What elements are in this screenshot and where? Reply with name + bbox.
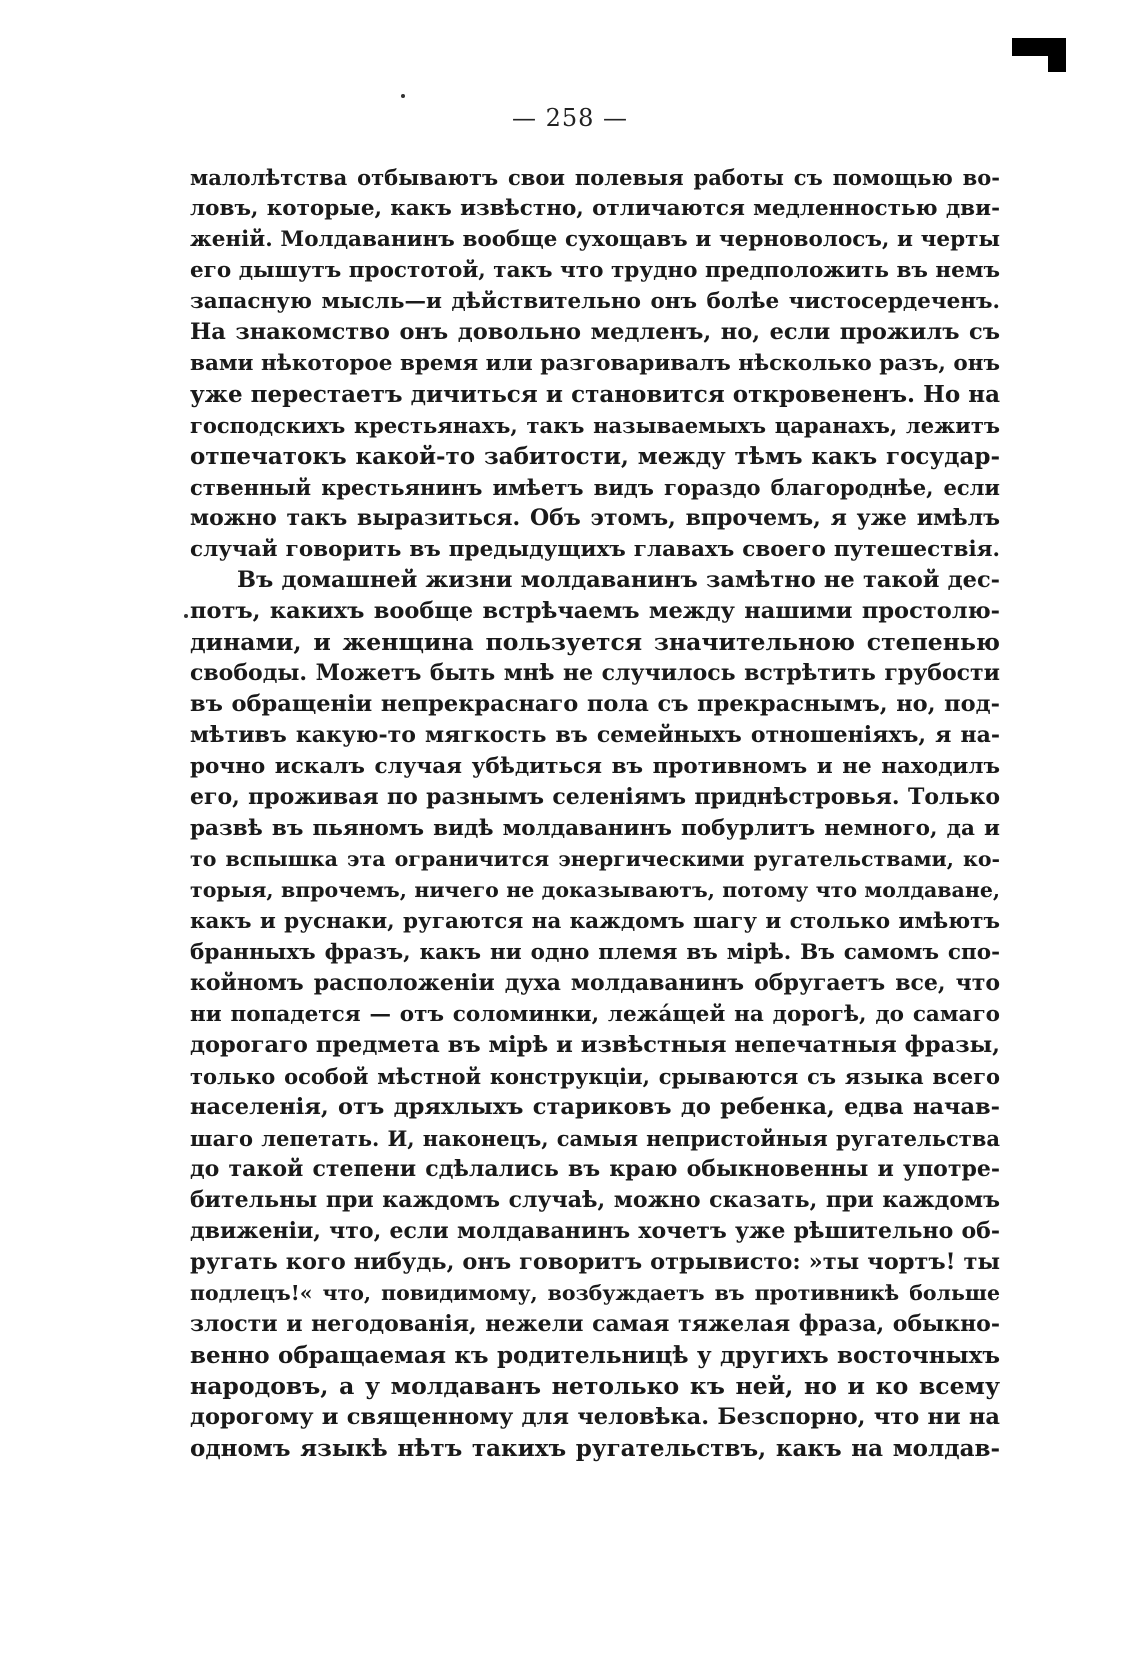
text-line: ни попадется — отъ соломинки, лежа́щей на дорогѣ, до самаго xyxy=(190,1002,1000,1027)
scan-speck xyxy=(401,94,405,98)
page-number: — 258 — xyxy=(511,104,629,132)
text-line: дорогаго предмета въ мірѣ и извѣстныя непечатныя фразы, xyxy=(190,1032,1000,1058)
text-line: шаго лепетать. И, наконецъ, самыя непристойныя ругательства xyxy=(190,1126,1000,1151)
text-line: злости и негодованія, нежели самая тяжелая фраза, обыкно- xyxy=(190,1311,1000,1337)
text-line: отпечатокъ какой-то забитости, между тѣмъ какъ государ- xyxy=(190,443,1000,470)
paragraph-first-line: Въ домашней жизни молдаванинъ замѣтно не такой дес- xyxy=(237,567,1000,593)
text-line: торыя, впрочемъ, ничего не доказываютъ, потому что молдаване, xyxy=(190,878,1000,902)
text-line: одномъ языкѣ нѣтъ такихъ ругательствъ, какъ на молдав- xyxy=(190,1435,1000,1462)
text-line: какъ и руснаки, ругаются на каждомъ шагу и столько имѣютъ xyxy=(190,909,1000,934)
text-line: въ обращеніи непрекраснаго пола съ прекраснымъ, но, под- xyxy=(190,691,1000,717)
text-line: до такой степени сдѣлались въ краю обыкновенны и употре- xyxy=(190,1156,1000,1182)
text-line: ственный крестьянинъ имѣетъ видъ гораздо благороднѣе, если xyxy=(190,475,1000,500)
text-line: уже перестаетъ дичиться и становится откровененъ. Но на xyxy=(190,381,1000,408)
text-line: женій. Молдаванинъ вообще сухощавъ и черноволосъ, и черты xyxy=(190,227,1000,252)
text-line: только особой мѣстной конструкціи, срываются съ языка всего xyxy=(190,1064,1000,1089)
text-line: можно такъ выразиться. Объ этомъ, впрочемъ, я уже имѣлъ xyxy=(190,505,1000,531)
text-line: населенія, отъ дряхлыхъ стариковъ до ребенка, едва начав- xyxy=(190,1094,1000,1120)
text-line: рочно искалъ случая убѣдиться въ противномъ и не находилъ xyxy=(190,754,1000,779)
text-line: малолѣтства отбываютъ свои полевыя работы съ помощью во- xyxy=(190,165,1000,190)
body-text xyxy=(190,162,1000,1464)
scan-edge-mark-tail xyxy=(1048,56,1066,72)
text-line: то вспышка эта ограничится энергическими ругательствами, ко- xyxy=(190,847,1000,871)
text-line: вами нѣкоторое время или разговаривалъ нѣсколько разъ, онъ xyxy=(190,351,1000,376)
scan-speck xyxy=(184,614,188,618)
text-line: случай говорить въ предыдущихъ главахъ своего путешествія. xyxy=(190,537,1000,562)
text-line: движеніи, что, если молдаванинъ хочетъ уже рѣшительно об- xyxy=(190,1218,1000,1244)
text-line: свободы. Можетъ быть мнѣ не случилось встрѣтить грубости xyxy=(190,660,1000,686)
text-line: ругать кого нибудь, онъ говоритъ отрывисто: »ты чортъ! ты xyxy=(190,1249,1000,1275)
text-line: запасную мысль—и дѣйствительно онъ болѣе чистосердеченъ. xyxy=(190,289,1000,314)
text-line: развѣ въ пьяномъ видѣ молдаванинъ побурлитъ немного, да и xyxy=(190,816,1000,841)
text-line: венно обращаемая къ родительницѣ у другихъ восточныхъ xyxy=(190,1342,1000,1369)
text-line: его, проживая по разнымъ селеніямъ приднѣстровья. Только xyxy=(190,784,1000,810)
text-line: бительны при каждомъ случаѣ, можно сказать, при каждомъ xyxy=(190,1187,1000,1213)
text-line: ловъ, которые, какъ извѣстно, отличаются медленностью дви- xyxy=(190,196,1000,221)
text-line: господскихъ крестьянахъ, такъ называемыхъ царанахъ, лежитъ xyxy=(190,413,1000,438)
text-line: динами, и женщина пользуется значительною степенью xyxy=(190,628,1000,656)
text-line: дорогому и священному для человѣка. Безспорно, что ни на xyxy=(190,1404,1000,1430)
text-line: народовъ, а у молдаванъ нетолько къ ней, но и ко всему xyxy=(190,1372,1000,1400)
text-line: его дышутъ простотой, такъ что трудно предположить въ немъ xyxy=(190,258,1000,283)
scan-edge-mark xyxy=(1012,38,1066,56)
text-line: койномъ расположеніи духа молдаванинъ обругаетъ все, что xyxy=(190,970,1000,996)
text-line: подлецъ!« что, повидимому, возбуждаетъ въ противникѣ больше xyxy=(190,1281,1000,1305)
text-line: На знакомство онъ довольно медленъ, но, если прожилъ съ xyxy=(190,319,1000,345)
text-line: потъ, какихъ вообще встрѣчаемъ между нашими простолю- xyxy=(190,598,1000,624)
text-line: бранныхъ фразъ, какъ ни одно племя въ мірѣ. Въ самомъ спо- xyxy=(190,940,1000,965)
text-line: мѣтивъ какую-то мягкость въ семейныхъ отношеніяхъ, я на- xyxy=(190,722,1000,748)
